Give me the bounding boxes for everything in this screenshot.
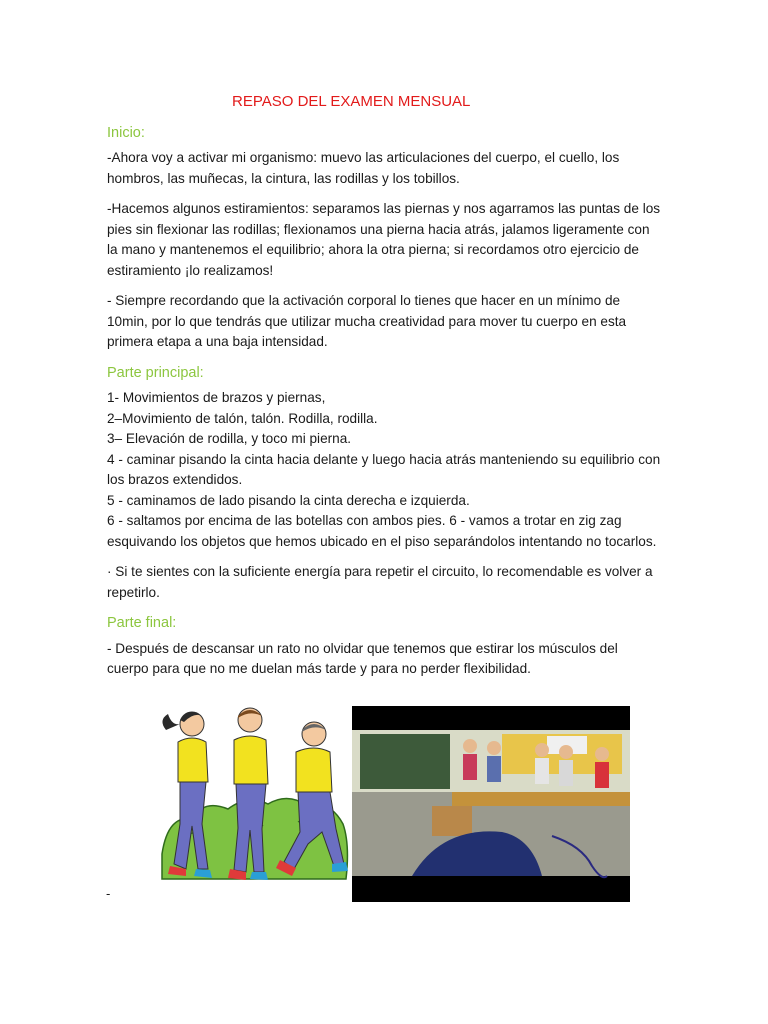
list-item: 2–Movimiento de talón, talón. Rodilla, rodilla.: [107, 410, 378, 426]
section-heading-principal: Parte principal:: [107, 364, 204, 381]
paragraph: - Después de descansar un rato no olvidar que tenemos que estirar los músculos del cuerpo para que no me duelan más tarde y para no perder flexibilidad.: [107, 640, 618, 676]
list-item: 6 - saltamos por encima de las botellas con ambos pies. 6 - vamos a trotar en zig zag esquivando los objetos que hemos ubicado en el piso separándolos intentando no tocarlos.: [107, 513, 657, 549]
exercise-list: [107, 388, 663, 552]
document-title: REPASO DEL EXAMEN MENSUAL: [232, 93, 471, 110]
image-row: [158, 704, 630, 902]
children-exercising-illustration: [158, 704, 350, 902]
paragraph: -Hacemos algunos estiramientos: separamos las piernas y nos agarramos las puntas de los pies sin flexionar las rodillas; flexionamos una pierna hacia atrás, jalamos ligeramente con la mano y mantenemos el equilibrio; ahora la otra pierna; si recordamos otro ejercicio de estiramiento ¡lo realizamos!: [107, 201, 661, 278]
section-heading-final: Parte final:: [107, 615, 177, 631]
document-body: [107, 92, 663, 690]
list-item: 5 - caminamos de lado pisando la cinta derecha e izquierda.: [107, 492, 470, 508]
paragraph: · Si te sientes con la suficiente energía para repetir el circuito, lo recomendable es volver a repetirlo.: [107, 564, 653, 600]
list-item: 4 - caminar pisando la cinta hacia delante y luego hacia atrás manteniendo su equilibrio con los brazos extendidos.: [107, 451, 661, 487]
section-heading-inicio: Inicio:: [107, 124, 145, 141]
list-item: 1- Movimientos de brazos y piernas,: [107, 390, 326, 405]
paragraph: -Ahora voy a activar mi organismo: muevo las articulaciones del cuerpo, el cuello, los hombros, las muñecas, la cintura, las rodillas y los tobillos.: [107, 150, 620, 186]
trailing-dash: -: [106, 886, 111, 901]
paragraph: - Siempre recordando que la activación corporal lo tienes que hacer en un mínimo de 10min, por lo que tendrás que utilizar mucha creatividad para mover tu cuerpo en esta primera etapa a una baja intensidad.: [107, 293, 627, 349]
classroom-video-frame: [352, 706, 630, 902]
list-item: 3– Elevación de rodilla, y toco mi pierna.: [107, 431, 352, 446]
